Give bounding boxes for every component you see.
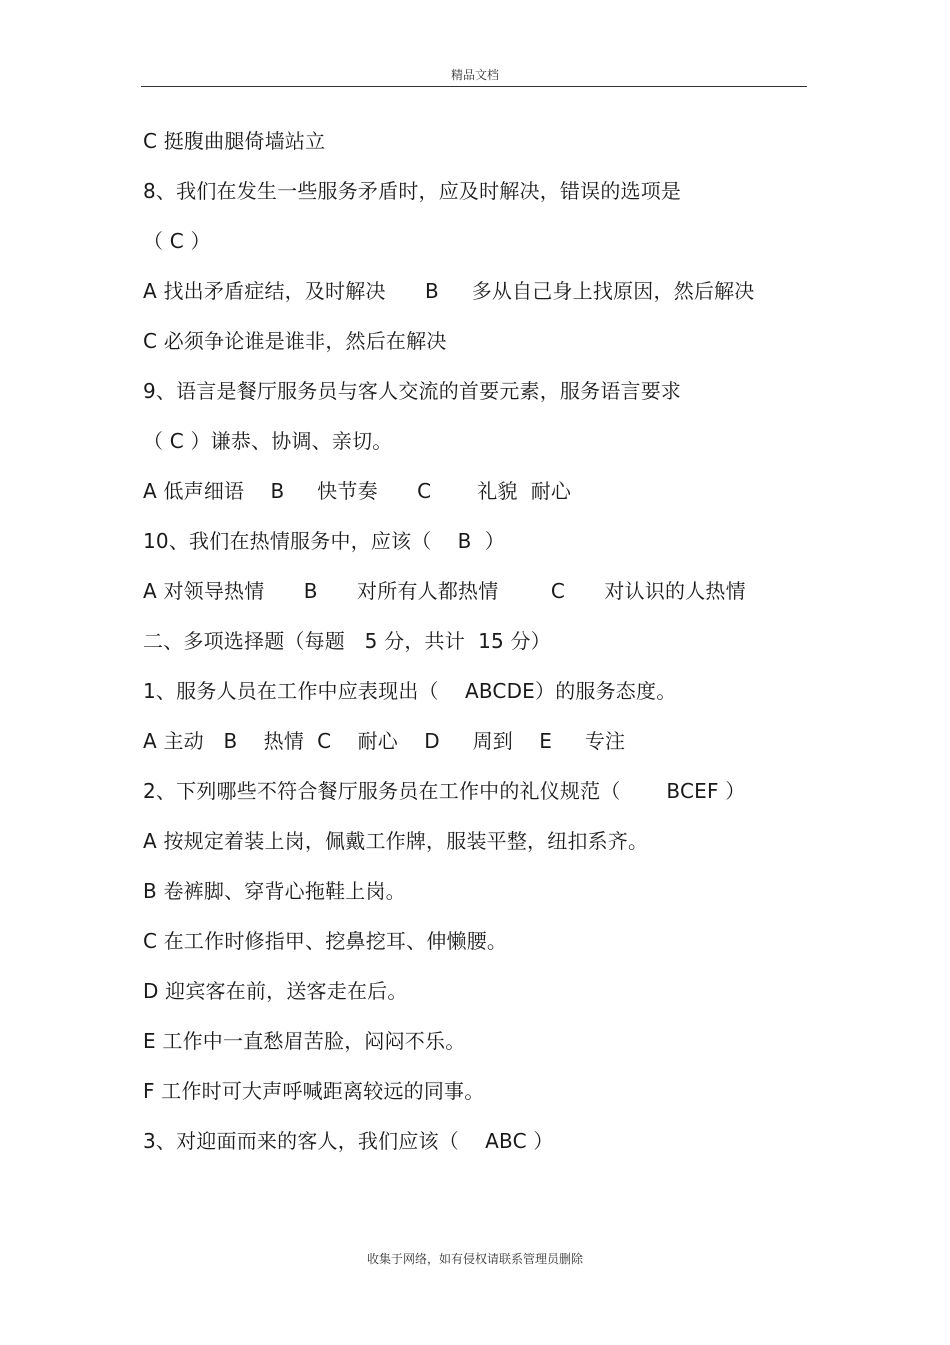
option-line: F 工作时可大声呼喊距离较远的同事。 <box>143 1079 485 1103</box>
document-body <box>143 124 823 1174</box>
option-line: A 低声细语 B 快节奏 C 礼貌 耐心 <box>143 479 572 503</box>
multi-question-3: 3、对迎面而来的客人，我们应该（ ABC ） <box>143 1129 554 1153</box>
multi-question-2: 2、下列哪些不符合餐厅服务员在工作中的礼仪规范（ BCEF ） <box>143 779 746 803</box>
page-header: 精品文档 <box>450 68 499 82</box>
header-divider <box>141 86 807 87</box>
option-line: D 迎宾客在前，送客走在后。 <box>143 979 408 1003</box>
answer-line: （ C ） <box>143 229 211 253</box>
page-footer: 收集于网络，如有侵权请联系管理员删除 <box>366 1252 583 1266</box>
question-9: 9、语言是餐厅服务员与客人交流的首要元素，服务语言要求 <box>143 379 682 403</box>
option-line: A 找出矛盾症结，及时解决 B 多从自己身上找原因，然后解决 <box>143 279 755 303</box>
question-10: 10、我们在热情服务中，应该（ B ） <box>143 529 505 553</box>
answer-line: （ C ）谦恭、协调、亲切。 <box>143 429 393 453</box>
option-line: B 卷裤脚、穿背心拖鞋上岗。 <box>143 879 406 903</box>
option-line: E 工作中一直愁眉苦脸，闷闷不乐。 <box>143 1029 466 1053</box>
multi-question-1: 1、服务人员在工作中应表现出（ ABCDE）的服务态度。 <box>143 679 677 703</box>
section-heading: 二、多项选择题（每题 5 分，共计 15 分） <box>143 629 551 653</box>
option-line: A 按规定着装上岗，佩戴工作牌，服装平整，纽扣系齐。 <box>143 829 649 853</box>
option-line: A 主动 B 热情 C 耐心 D 周到 E 专注 <box>143 729 626 753</box>
question-8: 8、我们在发生一些服务矛盾时，应及时解决，错误的选项是 <box>143 179 682 203</box>
option-line: A 对领导热情 B 对所有人都热情 C 对认识的人热情 <box>143 579 746 603</box>
option-line: C 挺腹曲腿倚墙站立 <box>143 129 326 153</box>
option-line: C 在工作时修指甲、挖鼻挖耳、伸懒腰。 <box>143 929 508 953</box>
option-line: C 必须争论谁是谁非，然后在解决 <box>143 329 447 353</box>
